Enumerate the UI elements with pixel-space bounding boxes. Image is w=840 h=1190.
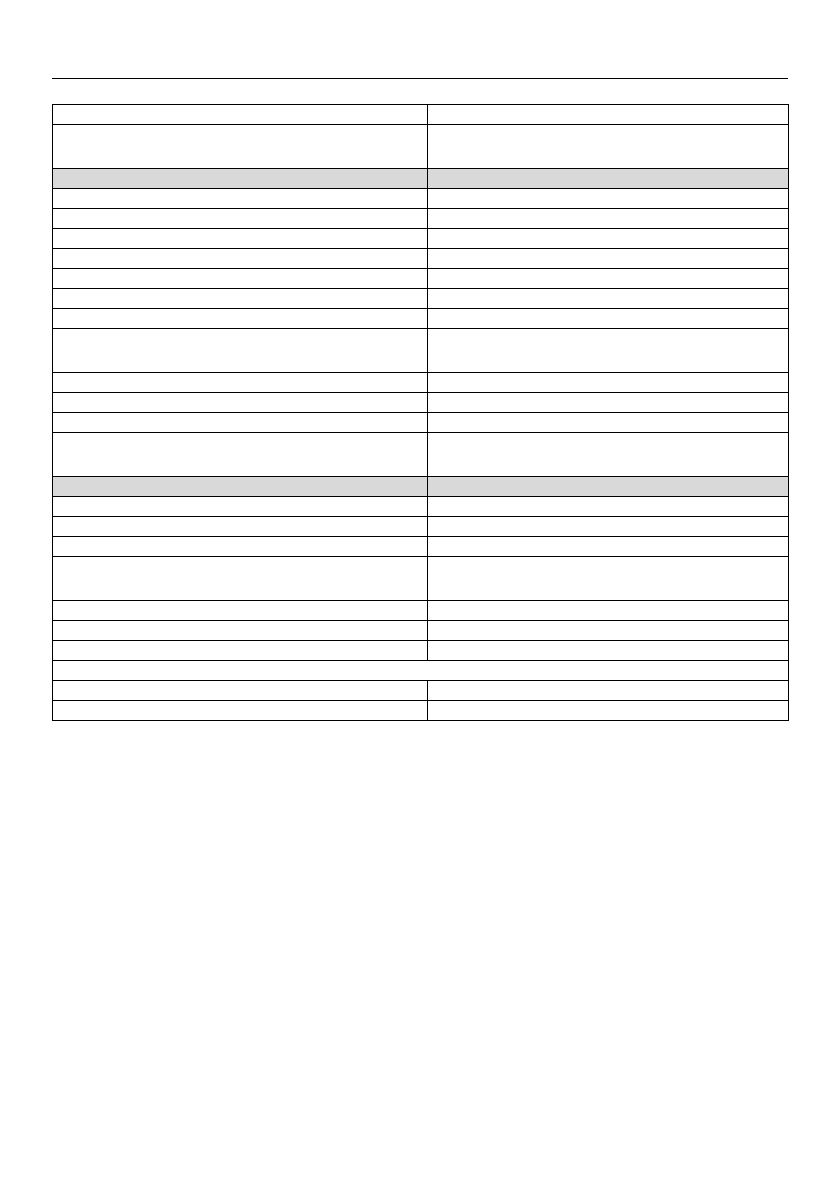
table-row (53, 621, 789, 641)
table-cell-value (428, 517, 789, 537)
table-row-section-header (53, 477, 789, 497)
table-row (53, 249, 789, 269)
table-cell-label (53, 249, 428, 269)
table-row (53, 413, 789, 433)
table-cell-label (53, 537, 428, 557)
table-row-section-header (53, 169, 789, 189)
table-cell-label (53, 309, 428, 329)
specification-table (52, 104, 789, 721)
table-cell-label (53, 641, 428, 661)
table-cell-label (53, 477, 428, 497)
table-cell-value (428, 621, 789, 641)
table-row (53, 641, 789, 661)
table-cell-value (428, 477, 789, 497)
table-cell-label (53, 621, 428, 641)
table-row (53, 557, 789, 601)
table-cell-label (53, 517, 428, 537)
table-cell-value (428, 169, 789, 189)
table-cell-value (428, 105, 789, 125)
table-cell-label (53, 105, 428, 125)
table-cell-label (53, 601, 428, 621)
table-row (53, 329, 789, 373)
table-cell-label (53, 169, 428, 189)
table-row-full-width (53, 661, 789, 681)
table-cell-value (428, 125, 789, 169)
table-cell-value (428, 189, 789, 209)
table-row (53, 105, 789, 125)
table-row (53, 189, 789, 209)
header-rule (52, 78, 788, 79)
table-cell-label (53, 269, 428, 289)
table-cell-value (428, 641, 789, 661)
table-row (53, 601, 789, 621)
table-cell-label (53, 189, 428, 209)
table-cell-label (53, 413, 428, 433)
table-cell-value (428, 681, 789, 701)
table-cell-value (428, 269, 789, 289)
table-row (53, 393, 789, 413)
table-cell-value (428, 701, 789, 721)
table-cell-value (428, 249, 789, 269)
table-row (53, 497, 789, 517)
table-cell-label (53, 433, 428, 477)
table-cell-value (428, 229, 789, 249)
table-row (53, 433, 789, 477)
table-cell-value (428, 601, 789, 621)
table-cell-label (53, 125, 428, 169)
table-cell-label (53, 229, 428, 249)
table-cell-label (53, 329, 428, 373)
table-row (53, 125, 789, 169)
table-cell-label (53, 289, 428, 309)
table-cell-value (428, 433, 789, 477)
table-cell-label (53, 209, 428, 229)
table-cell-label (53, 681, 428, 701)
table-row (53, 229, 789, 249)
table-cell-label (53, 701, 428, 721)
table-cell-label (53, 557, 428, 601)
table-row (53, 701, 789, 721)
table-row (53, 209, 789, 229)
table-cell-value (428, 413, 789, 433)
table-row (53, 289, 789, 309)
table-row (53, 681, 789, 701)
table-body (53, 105, 789, 721)
table-row (53, 517, 789, 537)
table-cell-value (428, 537, 789, 557)
table-cell-value (428, 309, 789, 329)
table-row (53, 537, 789, 557)
table-cell-full (53, 661, 789, 681)
table-cell-value (428, 497, 789, 517)
table-cell-value (428, 557, 789, 601)
table-cell-label (53, 393, 428, 413)
table-cell-value (428, 209, 789, 229)
table-row (53, 309, 789, 329)
table-cell-value (428, 393, 789, 413)
table-cell-label (53, 497, 428, 517)
table-cell-value (428, 373, 789, 393)
table-row (53, 269, 789, 289)
table-cell-value (428, 329, 789, 373)
table-cell-label (53, 373, 428, 393)
table-row (53, 373, 789, 393)
table-cell-value (428, 289, 789, 309)
